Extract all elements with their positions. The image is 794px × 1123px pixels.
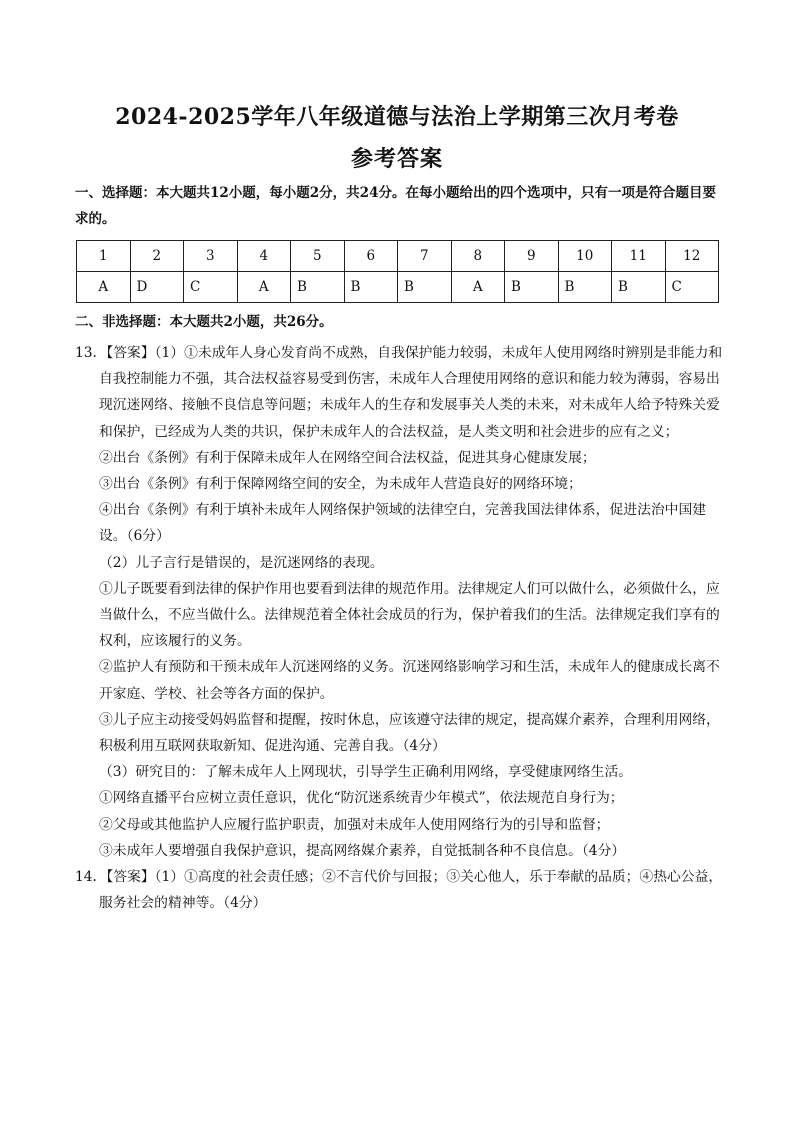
- question-number-cell: 9: [505, 241, 559, 272]
- q13-paragraph: ②出台《条例》有利于保障未成年人在网络空间合法权益，促进其身心健康发展；: [99, 449, 596, 466]
- answer-cell: C: [184, 272, 238, 303]
- q14-paragraph: 14．【答案】（1）①高度的社会责任感；②不言代价与回报；③关心他人，乐于奉献的品质；④热心公益，服务社会的精神等。（4分）: [75, 869, 723, 912]
- q13-paragraph: （2）儿子言行是错误的，是沉迷网络的表现。: [99, 554, 384, 571]
- page-subtitle: 参考答案: [350, 146, 443, 172]
- answer-cell: D: [130, 272, 184, 303]
- q13-paragraph: ④出台《条例》有利于填补未成年人网络保护领域的法律空白，完善我国法律体系，促进法治中国建设。（6分）: [99, 502, 707, 545]
- answer-cell: A: [77, 272, 131, 303]
- section-1-heading: 一、选择题：本大题共12小题，每小题2分，共24分。在每小题给出的四个选项中，只有一项是符合题目要求的。: [75, 185, 716, 227]
- answer-cell: B: [612, 272, 666, 303]
- answer-body: [75, 340, 731, 916]
- page-title: 2024-2025学年八年级道德与法治上学期第三次月考卷: [115, 104, 679, 130]
- question-number-cell: 6: [344, 241, 398, 272]
- answer-cell: B: [291, 272, 345, 303]
- q13-paragraph: ③出台《条例》有利于保障网络空间的安全，为未成年人营造良好的网络环境；: [99, 476, 582, 493]
- answer-cell: C: [665, 272, 719, 303]
- question-number-cell: 5: [291, 241, 345, 272]
- q13-paragraph: ②父母或其他监护人应履行监护职责，加强对未成年人使用网络行为的引导和监督；: [99, 816, 610, 833]
- q13-paragraph: （3）研究目的：了解未成年人上网现状，引导学生正确利用网络，享受健康网络生活。: [99, 764, 633, 781]
- question-number-cell: 4: [237, 241, 291, 272]
- answer-cell: B: [398, 272, 452, 303]
- question-number-cell: 2: [130, 241, 184, 272]
- question-number-cell: 12: [665, 241, 719, 272]
- answer-cell: A: [237, 272, 291, 303]
- section-2-heading: 二、非选择题：本大题共2小题，共26分。: [75, 314, 333, 330]
- answer-cell: B: [558, 272, 612, 303]
- q13-paragraph: ①儿子既要看到法律的保护作用也要看到法律的规范作用。法律规定人们可以做什么，必须做什么，应当做什么，不应当做什么。法律规范着全体社会成员的行为，保护着我们的生活。法律规定我们享有的权利，应该履行的义务。: [99, 580, 720, 650]
- question-number-cell: 8: [451, 241, 505, 272]
- answer-cell: B: [505, 272, 559, 303]
- answer-table: [76, 240, 719, 303]
- answer-table-answer-row: [77, 272, 719, 303]
- q13-paragraph: ②监护人有预防和干预未成年人沉迷网络的义务。沉迷网络影响学习和生活，未成年人的健康成长离不开家庭、学校、社会等各方面的保护。: [99, 659, 720, 702]
- question-number-cell: 7: [398, 241, 452, 272]
- answer-cell: B: [344, 272, 398, 303]
- q13-paragraph: ③未成年人要增强自我保护意识，提高网络媒介素养，自觉抵制各种不良信息。（4分）: [99, 842, 626, 859]
- question-number-cell: 10: [558, 241, 612, 272]
- question-number-cell: 11: [612, 241, 666, 272]
- q13-paragraph: 13．【答案】（1）①未成年人身心发育尚不成熟，自我保护能力较弱，未成年人使用网络时辨别是非能力和自我控制能力不强，其合法权益容易受到伤害，未成年人合理使用网络的意识和能力较为薄弱，容易出现沉迷网络、接触不良信息等问题；未成年人的生存和发展事关人类的未来，对未成年人给予特殊关爱和保护，已经成为人类的共识，保护未成年人的合法权益，是人类文明和社会进步的应有之义；: [75, 345, 723, 440]
- q13-paragraph: ③儿子应主动接受妈妈监督和提醒，按时休息，应该遵守法律的规定，提高媒介素养，合理利用网络，积极利用互联网获取新知、促进沟通、完善自我。（4分）: [99, 711, 720, 755]
- answer-cell: A: [451, 272, 505, 303]
- question-number-cell: 3: [184, 241, 238, 272]
- question-number-cell: 1: [77, 241, 131, 272]
- q13-paragraph: ①网络直播平台应树立责任意识，优化“防沉迷系统青少年模式”，依法规范自身行为；: [99, 790, 624, 807]
- answer-table-number-row: [77, 241, 719, 272]
